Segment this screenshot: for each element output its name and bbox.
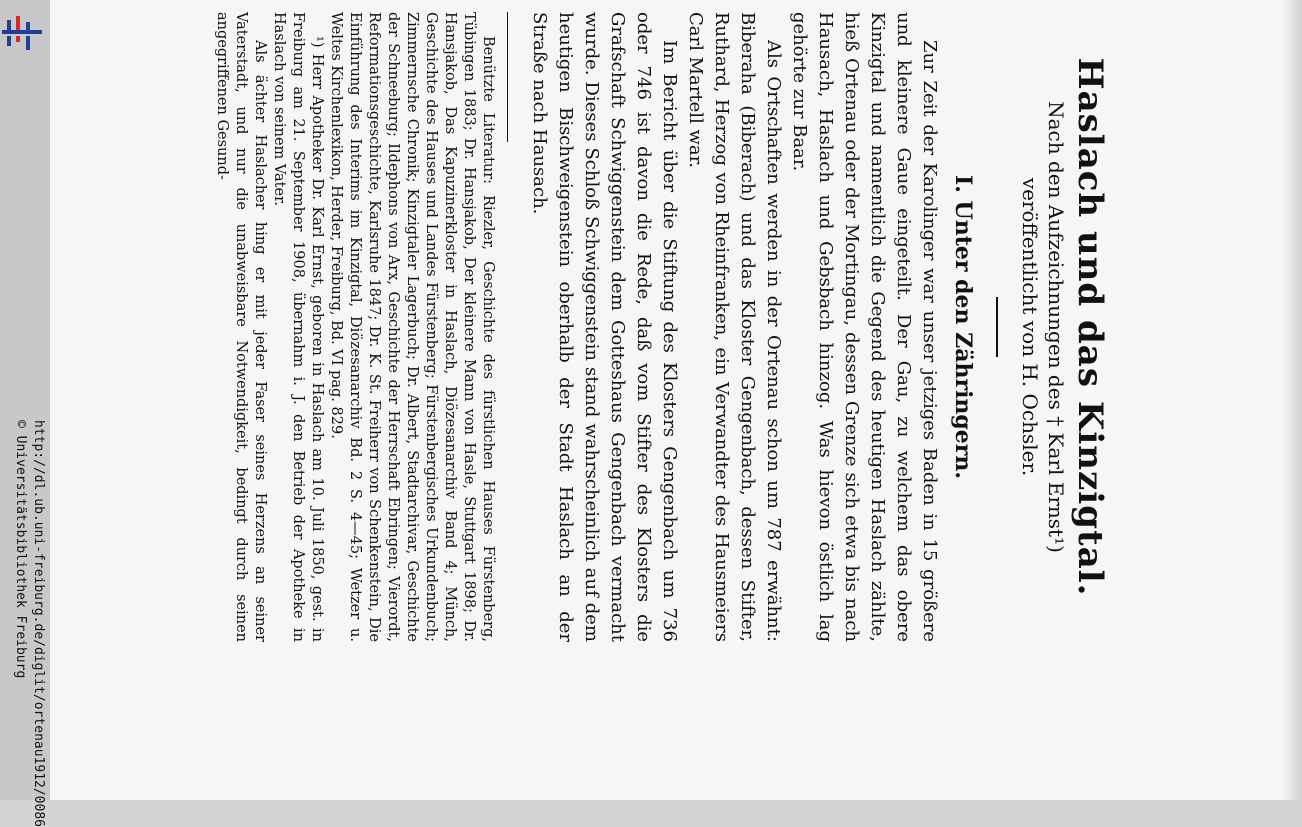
footnote: ¹) Herr Apotheker Dr. Karl Ernst, geboren in Haslach am 10. Juli 1850, gest. in Freiburg am 21. September 1908, übernahm i. J. den Betrieb der Apotheke in Haslach von seinem Vater. bbox=[271, 12, 325, 642]
footnotes bbox=[212, 12, 497, 642]
paragraph: Zur Zeit der Karolinger war unser jetziges Baden in 15 größere und kleinere Gaue eingeteilt. Der Gau, zu welchem das obere Kinzigtal und namentlich die Gegend des heutigen Haslach zählte, hieß Ortenau oder der Mortingau, dessen Grenze sich etwa bis nach Hausach, Haslach und Gebsbach hinzog. Was hievon östlich lag gehörte zur Baar. bbox=[789, 12, 940, 642]
footnote-divider bbox=[507, 12, 508, 142]
library-logo-icon bbox=[2, 12, 42, 52]
document-subtitle-line2: veröffentlicht von H. Ochsler. bbox=[1018, 177, 1042, 477]
credit-copyright: © Universitätsbibliothek Freiburg bbox=[13, 420, 28, 679]
footnote: Benützte Literatur: Riezler, Geschichte des fürstlichen Hauses Fürstenberg, Tübingen 1883; Dr. Hansjakob, Der kleinere Mann von Hasle, Stuttgart 1898; Dr. Hansjakob, Das Kapuzinerkloster in Haslach, Diözesanarchiv Band 4; Münch, Geschichte des Hauses und Landes Fürstenberg; Fürstenbergisches Urkundenbuch; Zimmernsche Chronik; Kinzigtaler Lagerbuch; Dr. Albert, Stadtarchivar, Geschichte der Schneeburg; Ildephons von Arx, Geschichte der Herrschaft Ebringen; Vierordt, Reformationsgeschichte, Karlsruhe 1847; Dr. K. St. Freiherr von Schenkenstein, Die Einführung des Interims im Kinzigtal, Diözesanarchiv Bd. 2 S. 4—45; Wetzer u. Weltes Kirchenlexikon, Herder, Freiburg, Bd. VI pag. 829. bbox=[328, 12, 496, 642]
viewer-sidebar bbox=[0, 0, 50, 827]
scanned-page bbox=[50, 0, 1302, 800]
credit-url[interactable]: http://dl.ub.uni-freiburg.de/diglit/ortenau1912/0086 bbox=[31, 420, 46, 827]
paragraph: Als Ortschaften werden in der Ortenau schon um 787 erwähnt: Biberaha (Biberach) und das Kloster Gengenbach, dessen Stifter, Ruthard, Herzog von Rheinfranken, ein Verwandter des Hausmeiers Carl Martell war. bbox=[685, 12, 784, 642]
document-subtitle-line1: Nach den Aufzeichnungen des † Karl Ernst¹) bbox=[1044, 101, 1068, 553]
document-title: Haslach und das Kinzigtal. bbox=[1070, 57, 1110, 597]
source-credit bbox=[5, 420, 47, 827]
page-text bbox=[210, 12, 1110, 642]
title-divider bbox=[996, 297, 998, 357]
paragraph: Im Bericht über die Stiftung des Klosters Gengenbach um 736 oder 746 ist davon die Rede, daß vom Stifter des Klosters die Grafschaft Schwiggenstein dem Gotteshaus Gengenbach vermacht wurde. Dieses Schloß Schwiggenstein stand wahrscheinlich auf dem heutigen Bischweigenstein oberhalb der Stadt Haslach an der Straße nach Hausach. bbox=[529, 12, 680, 642]
section-title: I. Unter den Zähringern. bbox=[950, 174, 976, 480]
footnote: Als ächter Haslacher hing er mit jeder Faser seines Herzens an seiner Vaterstadt, und nur die unabweisbare Notwendigkeit, bedingt durch seinen angegriffenen Gesund- bbox=[214, 12, 268, 642]
body-text bbox=[526, 12, 942, 642]
